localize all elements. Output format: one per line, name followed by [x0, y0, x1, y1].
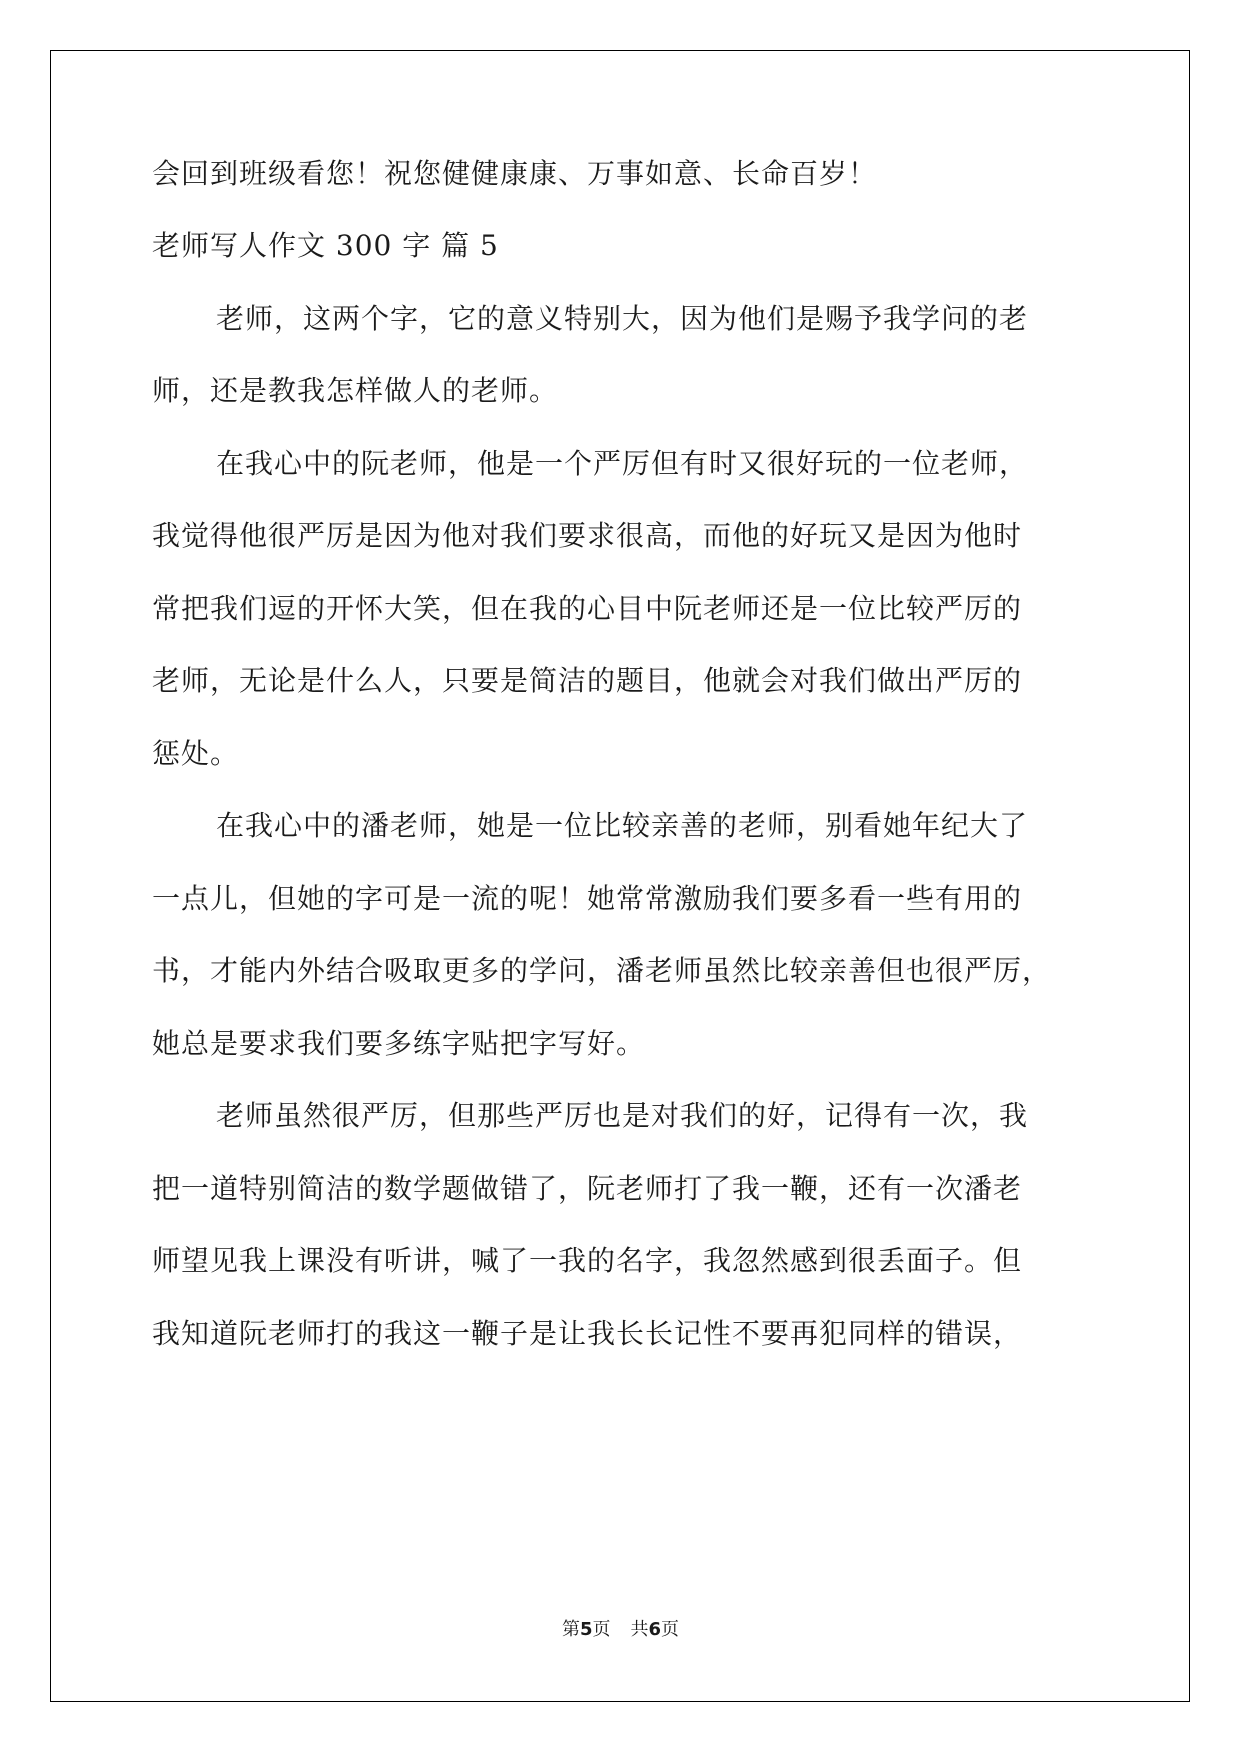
page-footer [0, 1618, 1241, 1642]
paragraph-line: 一点儿，但她的字可是一流的呢！她常常激励我们要多看一些有用的 [152, 882, 1023, 915]
paragraph-line: 把一道特别简洁的数学题做错了，阮老师打了我一鞭，还有一次潘老 [152, 1172, 1023, 1205]
paragraph-line: 老师，这两个字，它的意义特别大，因为他们是赐予我学问的老 [216, 302, 1029, 335]
total-suffix: 页 [661, 1619, 680, 1640]
page-border [50, 50, 1190, 1702]
paragraph-line: 常把我们逗的开怀大笑，但在我的心目中阮老师还是一位比较严厉的 [152, 592, 1023, 625]
paragraph-line: 惩处。 [152, 737, 240, 770]
page-suffix: 页 [592, 1619, 611, 1640]
page-prefix: 第 [561, 1619, 580, 1640]
paragraph-line: 我觉得他很严厉是因为他对我们要求很高，而他的好玩又是因为他时 [152, 519, 1023, 552]
section-heading: 老师写人作文 300 字 篇 5 [152, 229, 499, 262]
paragraph-line: 在我心中的潘老师，她是一位比较亲善的老师，别看她年纪大了 [216, 809, 1029, 842]
text-line: 会回到班级看您！祝您健健康康、万事如意、长命百岁！ [152, 157, 878, 190]
paragraph-line: 我知道阮老师打的我这一鞭子是让我长长记性不要再犯同样的错误， [152, 1317, 1023, 1350]
paragraph-line: 老师虽然很严厉，但那些严厉也是对我们的好，记得有一次，我 [216, 1099, 1029, 1132]
total-prefix: 共 [630, 1619, 649, 1640]
paragraph-line: 老师，无论是什么人，只要是简洁的题目，他就会对我们做出严厉的 [152, 664, 1023, 697]
current-page-number: 5 [579, 1619, 593, 1640]
paragraph-line: 书，才能内外结合吸取更多的学问，潘老师虽然比较亲善但也很严厉， [152, 954, 1052, 987]
total-page-number: 6 [648, 1619, 662, 1640]
paragraph-line: 师望见我上课没有听讲，喊了一我的名字，我忽然感到很丢面子。但 [152, 1244, 1023, 1277]
paragraph-line: 师，还是教我怎样做人的老师。 [152, 374, 559, 407]
paragraph-line: 在我心中的阮老师，他是一个严厉但有时又很好玩的一位老师， [216, 447, 1029, 480]
paragraph-line: 她总是要求我们要多练字贴把字写好。 [152, 1027, 646, 1060]
